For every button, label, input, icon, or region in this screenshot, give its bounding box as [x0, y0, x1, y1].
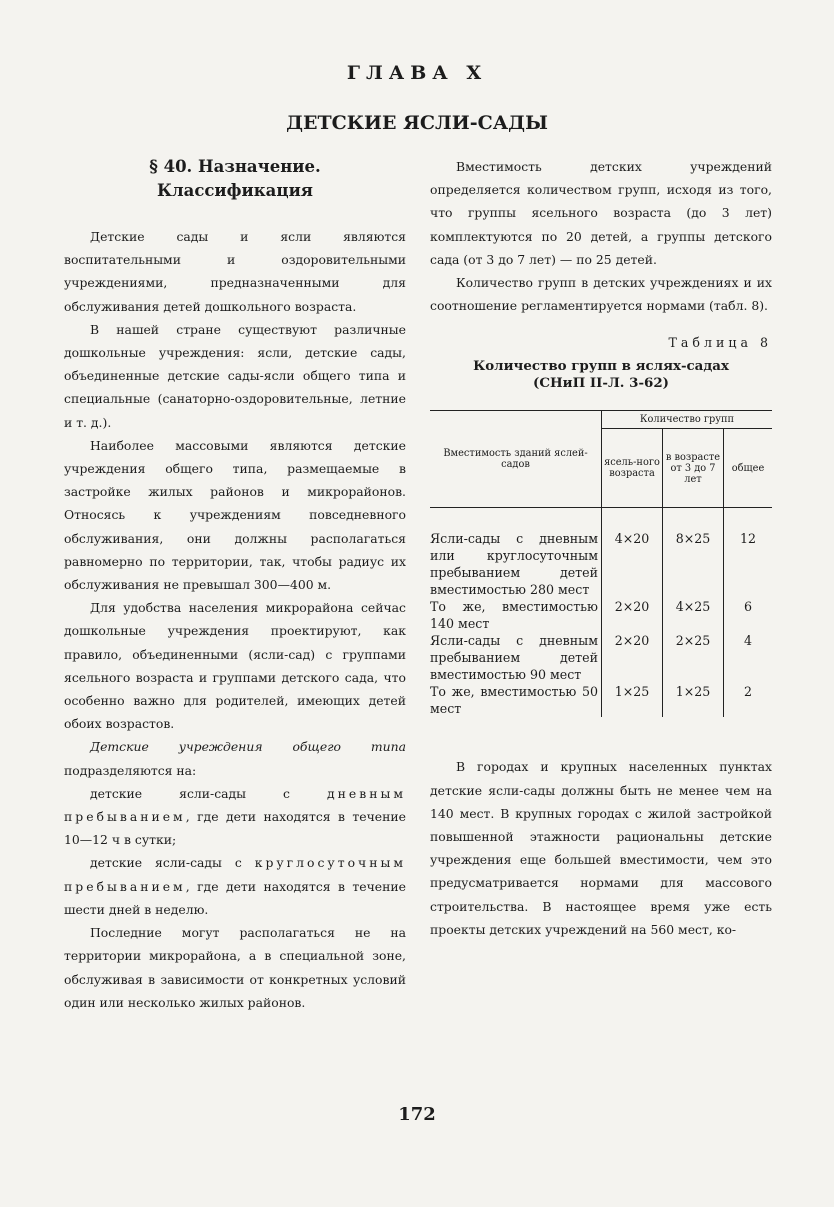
- paragraph: Наиболее массовыми являются детские учреждения общего типа, размещаемые в застройке жилых районов и микрорайонов. Относясь к учреждениям повседневного обслуживания, они должны располагаться равномерно по территории, так, чтобы радиус их обслуживания не превышал 300—400 м.: [64, 437, 406, 593]
- chapter-title: ДЕТСКИЕ ЯСЛИ-САДЫ: [286, 112, 548, 134]
- item-suffix: , где дети находятся в течение шести дней в неделю.: [64, 878, 406, 917]
- row-capacity: Ясли-сады с дневным пребыванием детей вместимостью 90 мест: [430, 633, 598, 683]
- item-spaced-term: круглосуточным пребыванием: [64, 855, 406, 894]
- paragraph: Детские сады и ясли являются воспитательными и оздоровительными учреждениями, предназначенными для обслуживания детей дошкольного возраста.: [64, 229, 406, 314]
- chapter-heading: ГЛАВА X: [346, 62, 488, 84]
- classification-intro: [64, 735, 406, 781]
- row-capacity: То же, вместимостью 50 мест: [430, 684, 598, 717]
- right-column: [430, 155, 772, 941]
- table-row: [430, 632, 772, 683]
- paragraph: Последние могут располагаться не на территории микрорайона, а в специальной зоне, обслуживая в зависимости от конкретных условий один или несколько жилых районов.: [64, 925, 406, 1010]
- header-capacity: Вместимость зданий яслей-садов: [443, 448, 588, 471]
- row-total: 6: [724, 598, 773, 632]
- paragraph: Вместимость детских учреждений определяется количеством групп, исходя из того, что группы ясельного возраста (до 3 лет) комплектуются по 20 детей, а группы детского сада (от 3 до 7 лет) — по 25 детей.: [430, 159, 772, 267]
- classification-item-day: [64, 782, 406, 852]
- row-nursery: 2×20: [602, 598, 663, 632]
- header-nursery: ясель-ного возраста: [602, 429, 663, 508]
- row-kindergarten: 8×25: [663, 508, 724, 599]
- item-suffix: , где дети находятся в течение 10—12 ч в сутки;: [64, 809, 406, 848]
- classification-item-round-clock: [64, 851, 406, 921]
- row-nursery: 1×25: [602, 683, 663, 717]
- row-capacity: То же, вместимостью 140 мест: [430, 599, 598, 632]
- row-total: 4: [724, 632, 773, 683]
- table-row: [430, 508, 772, 599]
- row-kindergarten: 2×25: [663, 632, 724, 683]
- row-nursery: 2×20: [602, 632, 663, 683]
- row-nursery: 4×20: [602, 508, 663, 599]
- table-title-line2: (СНиП II-Л. 3-62): [533, 375, 669, 392]
- header-kindergarten: в возрасте от 3 до 7 лет: [663, 429, 724, 508]
- table-title-line1: Количество групп в яслях-садах: [473, 358, 729, 375]
- section-title-line2: Классификация: [156, 181, 313, 200]
- table-label: Таблица 8: [668, 335, 772, 351]
- row-total: 2: [724, 683, 773, 717]
- table-row: [430, 683, 772, 717]
- header-total: общее: [724, 429, 773, 508]
- row-kindergarten: 4×25: [663, 598, 724, 632]
- item-prefix: детские ясли-сады с: [90, 855, 255, 871]
- table-title: [430, 358, 772, 392]
- header-groups: Количество групп: [602, 411, 773, 429]
- groups-table: [430, 410, 772, 717]
- paragraph: Количество групп в детских учреждениях и их соотношение регламентируется нормами (табл. 8).: [430, 275, 772, 314]
- classification-intro-rest: подразделяются на:: [64, 762, 197, 778]
- row-total: 12: [724, 508, 773, 599]
- row-kindergarten: 1×25: [663, 683, 724, 717]
- paragraph: Для удобства населения микрорайона сейчас дошкольные учреждения проектируют, как правило, объединенными (ясли-сад) с группами ясельного возраста и группами детского сада, что особенно важно для родителей, имеющих детей обоих возрастов.: [64, 600, 406, 732]
- section-heading: [64, 155, 406, 203]
- paragraph: В городах и крупных населенных пунктах детские ясли-сады должны быть не менее чем на 140 мест. В крупных городах с жилой застройкой повышенной этажности рациональны детские учреждения еще большей вместимости, чем это предусматривается нормами для массового строительства. В настоящее время уже есть проекты детских учреждений на 560 мест, ко-: [430, 759, 772, 937]
- row-capacity: Ясли-сады с дневным или круглосуточным пребыванием детей вместимостью 280 мест: [430, 531, 598, 598]
- section-title-line1: § 40. Назначение.: [149, 157, 321, 176]
- classification-intro-italic: Детские учреждения общего типа: [90, 739, 406, 755]
- left-column: [64, 155, 406, 1014]
- page-number: 172: [398, 1104, 436, 1125]
- item-spaced-term: дневным пребыванием: [64, 785, 406, 825]
- item-prefix: детские ясли-сады с: [90, 785, 328, 801]
- paragraph: В нашей стране существуют различные дошкольные учреждения: ясли, детские сады, объединенные детские сады-ясли общего типа и специальные (санаторно-оздоровительные, летние и т. д.).: [64, 321, 406, 430]
- table-row: [430, 598, 772, 632]
